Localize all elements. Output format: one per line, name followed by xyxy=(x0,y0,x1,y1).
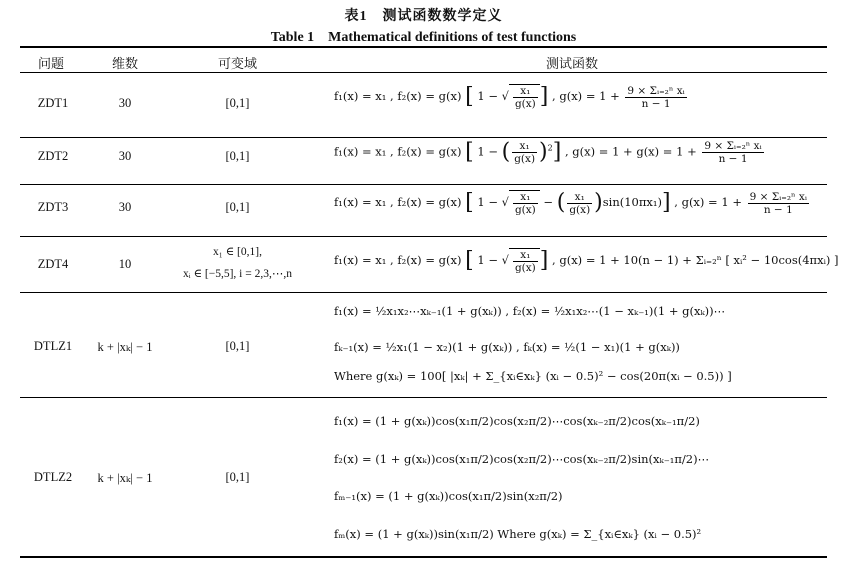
row-rule xyxy=(20,137,827,138)
formula-prefix: f₁(x) = x₁ , f₂(x) = g(x) xyxy=(334,253,462,267)
header-problem: 问题 xyxy=(38,56,65,71)
formula-prefix: f₁(x) = x₁ , f₂(x) = g(x) xyxy=(334,89,462,103)
formula-dtlz2-line3: fₘ₋₁(x) = (1 + g(xₖ))cos(x₁π/2)sin(x₂π/2) xyxy=(334,489,563,503)
formula-zdt4: f₁(x) = x₁ , f₂(x) = g(x) [ 1 − √ $\frac{\text{x₁}}{g(x)}$ ] , g(x) = 1 + 10(n − 1) + Σᵢ₌₂ⁿ [ xᵢ² − 10cos(4πxᵢ) ] xyxy=(334,248,839,274)
row-domain-zdt3: [0,1] xyxy=(225,200,250,214)
table-caption-en: Table 1 Mathematical definitions of test functions xyxy=(270,30,577,45)
row-dim-zdt4: 10 xyxy=(118,257,132,271)
row-domain-dtlz1: [0,1] xyxy=(225,339,250,353)
row-name-zdt2: ZDT2 xyxy=(37,149,69,163)
row-dim-dtlz1: k + |xₖ| − 1 xyxy=(97,340,153,354)
formula-dtlz1-line3: Where g(xₖ) = 100[ |xₖ| + Σ_{xᵢ∈xₖ} (xᵢ − 0.5)² − cos(20π(xᵢ − 0.5)) ] xyxy=(334,369,732,383)
formula-dtlz2-line1: f₁(x) = (1 + g(xₖ))cos(x₁π/2)cos(x₂π/2)⋯cos(xₖ₋₂π/2)cos(xₖ₋₁π/2) xyxy=(334,414,700,428)
row-name-dtlz2: DTLZ2 xyxy=(33,470,73,484)
row-dim-zdt3: 30 xyxy=(118,200,132,214)
row-domain-dtlz2: [0,1] xyxy=(225,470,250,484)
row-rule xyxy=(20,184,827,185)
row-domain-zdt1: [0,1] xyxy=(225,96,250,110)
formula-dtlz2-line4: fₘ(x) = (1 + g(xₖ))sin(x₁π/2) Where g(xₖ) = Σ_{xᵢ∈xₖ} (xᵢ − 0.5)² xyxy=(334,527,702,541)
row-domain-zdt4-line2: xᵢ ∈ [−5,5], i = 2,3,⋯,n xyxy=(183,268,292,280)
formula-prefix: f₁(x) = x₁ , f₂(x) = g(x) xyxy=(334,144,462,159)
row-name-zdt3: ZDT3 xyxy=(37,200,69,214)
formula-g: , g(x) = 1 + 10(n − 1) + Σᵢ₌₂ⁿ [ xᵢ² − 10cos(4πxᵢ) ] xyxy=(552,253,839,267)
row-name-zdt4: ZDT4 xyxy=(37,257,69,271)
formula-prefix: f₁(x) = x₁ , f₂(x) = g(x) xyxy=(334,195,462,209)
header-function: 测试函数 xyxy=(546,56,599,71)
formula-dtlz1-line1: f₁(x) = ½x₁x₂⋯xₖ₋₁(1 + g(xₖ)) , f₂(x) = ½x₁x₂⋯(1 − xₖ₋₁)(1 + g(xₖ))⋯ xyxy=(334,304,726,318)
row-rule xyxy=(20,236,827,237)
row-name-dtlz1: DTLZ1 xyxy=(33,339,73,353)
bottom-rule xyxy=(20,556,827,558)
row-dim-zdt2: 30 xyxy=(118,149,132,163)
row-dim-zdt1: 30 xyxy=(118,96,132,110)
header-dimension: 维数 xyxy=(112,56,139,71)
denominator: n − 1 xyxy=(641,97,671,110)
formula-g: , g(x) = 1 + xyxy=(674,195,742,209)
sum-numerator: 9 × Σᵢ₌₂ⁿ xᵢ xyxy=(749,190,807,203)
formula-zdt1: f₁(x) = x₁ , f₂(x) = g(x) [ 1 − √ $\frac{\text{x₁}}{g(x)}$ ] , g(x) = 1 + $\frac{\text{9 × Σᵢ₌₂ⁿ xᵢ}}{n - 1}$ xyxy=(334,84,685,110)
sum-numerator: 9 × Σᵢ₌₂ⁿ xᵢ xyxy=(627,84,685,97)
denominator: n − 1 xyxy=(718,153,748,165)
header-rule xyxy=(20,72,827,73)
sum-numerator: 9 × Σᵢ₌₂ⁿ xᵢ xyxy=(704,140,762,152)
row-dim-dtlz2: k + |xₖ| − 1 xyxy=(97,471,153,485)
denominator: n − 1 xyxy=(763,203,793,216)
row-domain-zdt2: [0,1] xyxy=(225,149,250,163)
table-caption-zh: 表1 测试函数数学定义 xyxy=(344,9,503,24)
row-name-zdt1: ZDT1 xyxy=(37,96,69,110)
row-rule xyxy=(20,397,827,398)
header-domain: 可变域 xyxy=(218,56,258,71)
formula-dtlz1-line2: fₖ₋₁(x) = ½x₁(1 − x₂)(1 + g(xₖ)) , fₖ(x) = ½(1 − x₁)(1 + g(xₖ)) xyxy=(334,340,680,354)
formula-g: , g(x) = 1 + g(x) = 1 + xyxy=(564,144,697,159)
formula-zdt2: f₁(x) = x₁ , f₂(x) = g(x) [ 1 − ( $\frac{\text{x₁}}{g(x)}$ )$^2$] , g(x) = 1 + g(x) = 1 + $\frac{\text{9 × Σᵢ₌₂ⁿ xᵢ}}{n - 1}$ xyxy=(334,139,762,165)
formula-zdt3: f₁(x) = x₁ , f₂(x) = g(x) [ 1 − √ $\frac{\text{x₁}}{g(x)}$ − ( $\frac{\text{x₁}}{g(x)}$ )sin(10πx₁)] , g(x) = 1 + $\frac{\text{9 × Σᵢ₌₂ⁿ xᵢ}}{n - 1}$ xyxy=(334,190,807,216)
top-rule xyxy=(20,46,827,48)
row-domain-zdt4-line1: x₁ ∈ [0,1], xyxy=(213,246,262,258)
formula-g: , g(x) = 1 + xyxy=(552,89,620,103)
formula-dtlz2-line2: f₂(x) = (1 + g(xₖ))cos(x₁π/2)cos(x₂π/2)⋯cos(xₖ₋₂π/2)sin(xₖ₋₁π/2)⋯ xyxy=(334,452,710,466)
row-rule xyxy=(20,292,827,293)
